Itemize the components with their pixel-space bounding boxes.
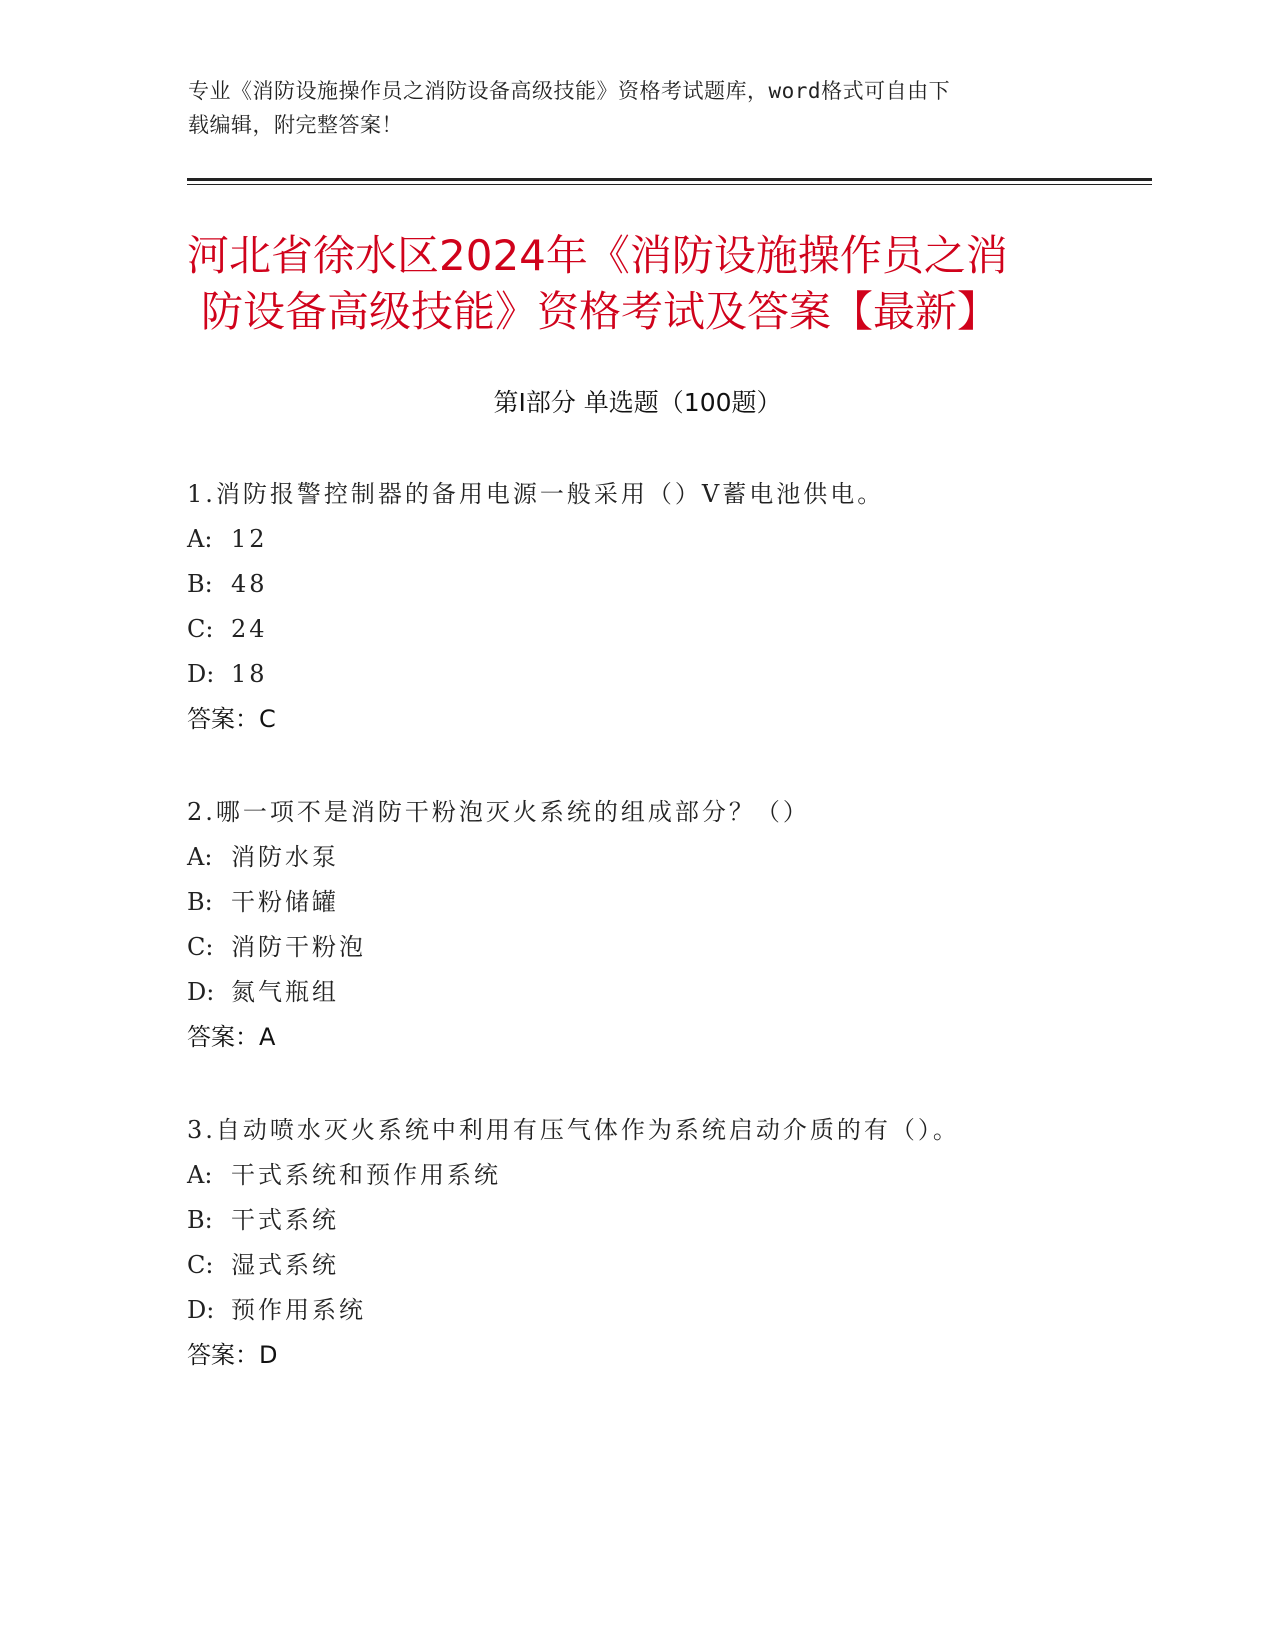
option-c [187, 1243, 1087, 1288]
option-a [187, 1153, 1087, 1198]
question-text: 2.哪一项不是消防干粉泡灭火系统的组成部分？（） [187, 798, 810, 826]
option-label: A: [187, 843, 213, 871]
option-label: A: [187, 525, 213, 553]
option-c [187, 607, 1087, 652]
option-value: 消防干粉泡 [231, 933, 366, 961]
option-label: B: [187, 1206, 213, 1234]
option-d [187, 1288, 1087, 1333]
option-label: B: [187, 888, 213, 916]
option-value: 干式系统和预作用系统 [231, 1161, 501, 1189]
option-value: 48 [231, 570, 268, 598]
header-divider-thick [187, 178, 1152, 181]
section-heading: 第Ⅰ部分 单选题（100题） [493, 388, 782, 417]
option-d [187, 652, 1087, 697]
document-title-line-1: 河北省徐水区2024年《消防设施操作员之消 [187, 231, 1008, 280]
option-label: C: [187, 1251, 214, 1279]
question-2 [187, 790, 1087, 1060]
document-title [187, 228, 1087, 340]
question-text: 3.自动喷水灭火系统中利用有压气体作为系统启动介质的有（）。 [187, 1116, 960, 1144]
option-value: 24 [231, 615, 268, 643]
question-3 [187, 1108, 1087, 1378]
option-value: 18 [231, 660, 268, 688]
option-value: 预作用系统 [231, 1296, 366, 1324]
option-label: D: [187, 1296, 215, 1324]
answer: 答案：A [187, 1023, 276, 1051]
option-value: 12 [231, 525, 268, 553]
option-label: C: [187, 615, 214, 643]
option-label: D: [187, 978, 215, 1006]
document-title-line-2: 防设备高级技能》资格考试及答案【最新】 [201, 287, 1000, 336]
question-1 [187, 472, 1087, 742]
option-a [187, 835, 1087, 880]
option-value: 干式系统 [231, 1206, 339, 1234]
header-note-line-1: 专业《消防设施操作员之消防设备高级技能》资格考试题库，word格式可自由下 [188, 79, 951, 103]
option-b [187, 1198, 1087, 1243]
question-text: 1.消防报警控制器的备用电源一般采用（）V蓄电池供电。 [187, 480, 885, 508]
answer: 答案：D [187, 1341, 278, 1369]
header-note [188, 74, 1068, 142]
option-label: B: [187, 570, 213, 598]
option-value: 消防水泵 [231, 843, 339, 871]
option-b [187, 562, 1087, 607]
option-a [187, 517, 1087, 562]
header-divider-thin [187, 184, 1152, 185]
option-value: 干粉储罐 [231, 888, 339, 916]
option-label: D: [187, 660, 215, 688]
option-c [187, 925, 1087, 970]
option-b [187, 880, 1087, 925]
option-value: 氮气瓶组 [231, 978, 339, 1006]
option-label: A: [187, 1161, 213, 1189]
option-d [187, 970, 1087, 1015]
option-label: C: [187, 933, 214, 961]
header-note-line-2: 载编辑，附完整答案！ [188, 113, 403, 137]
option-value: 湿式系统 [231, 1251, 339, 1279]
answer: 答案：C [187, 705, 276, 733]
